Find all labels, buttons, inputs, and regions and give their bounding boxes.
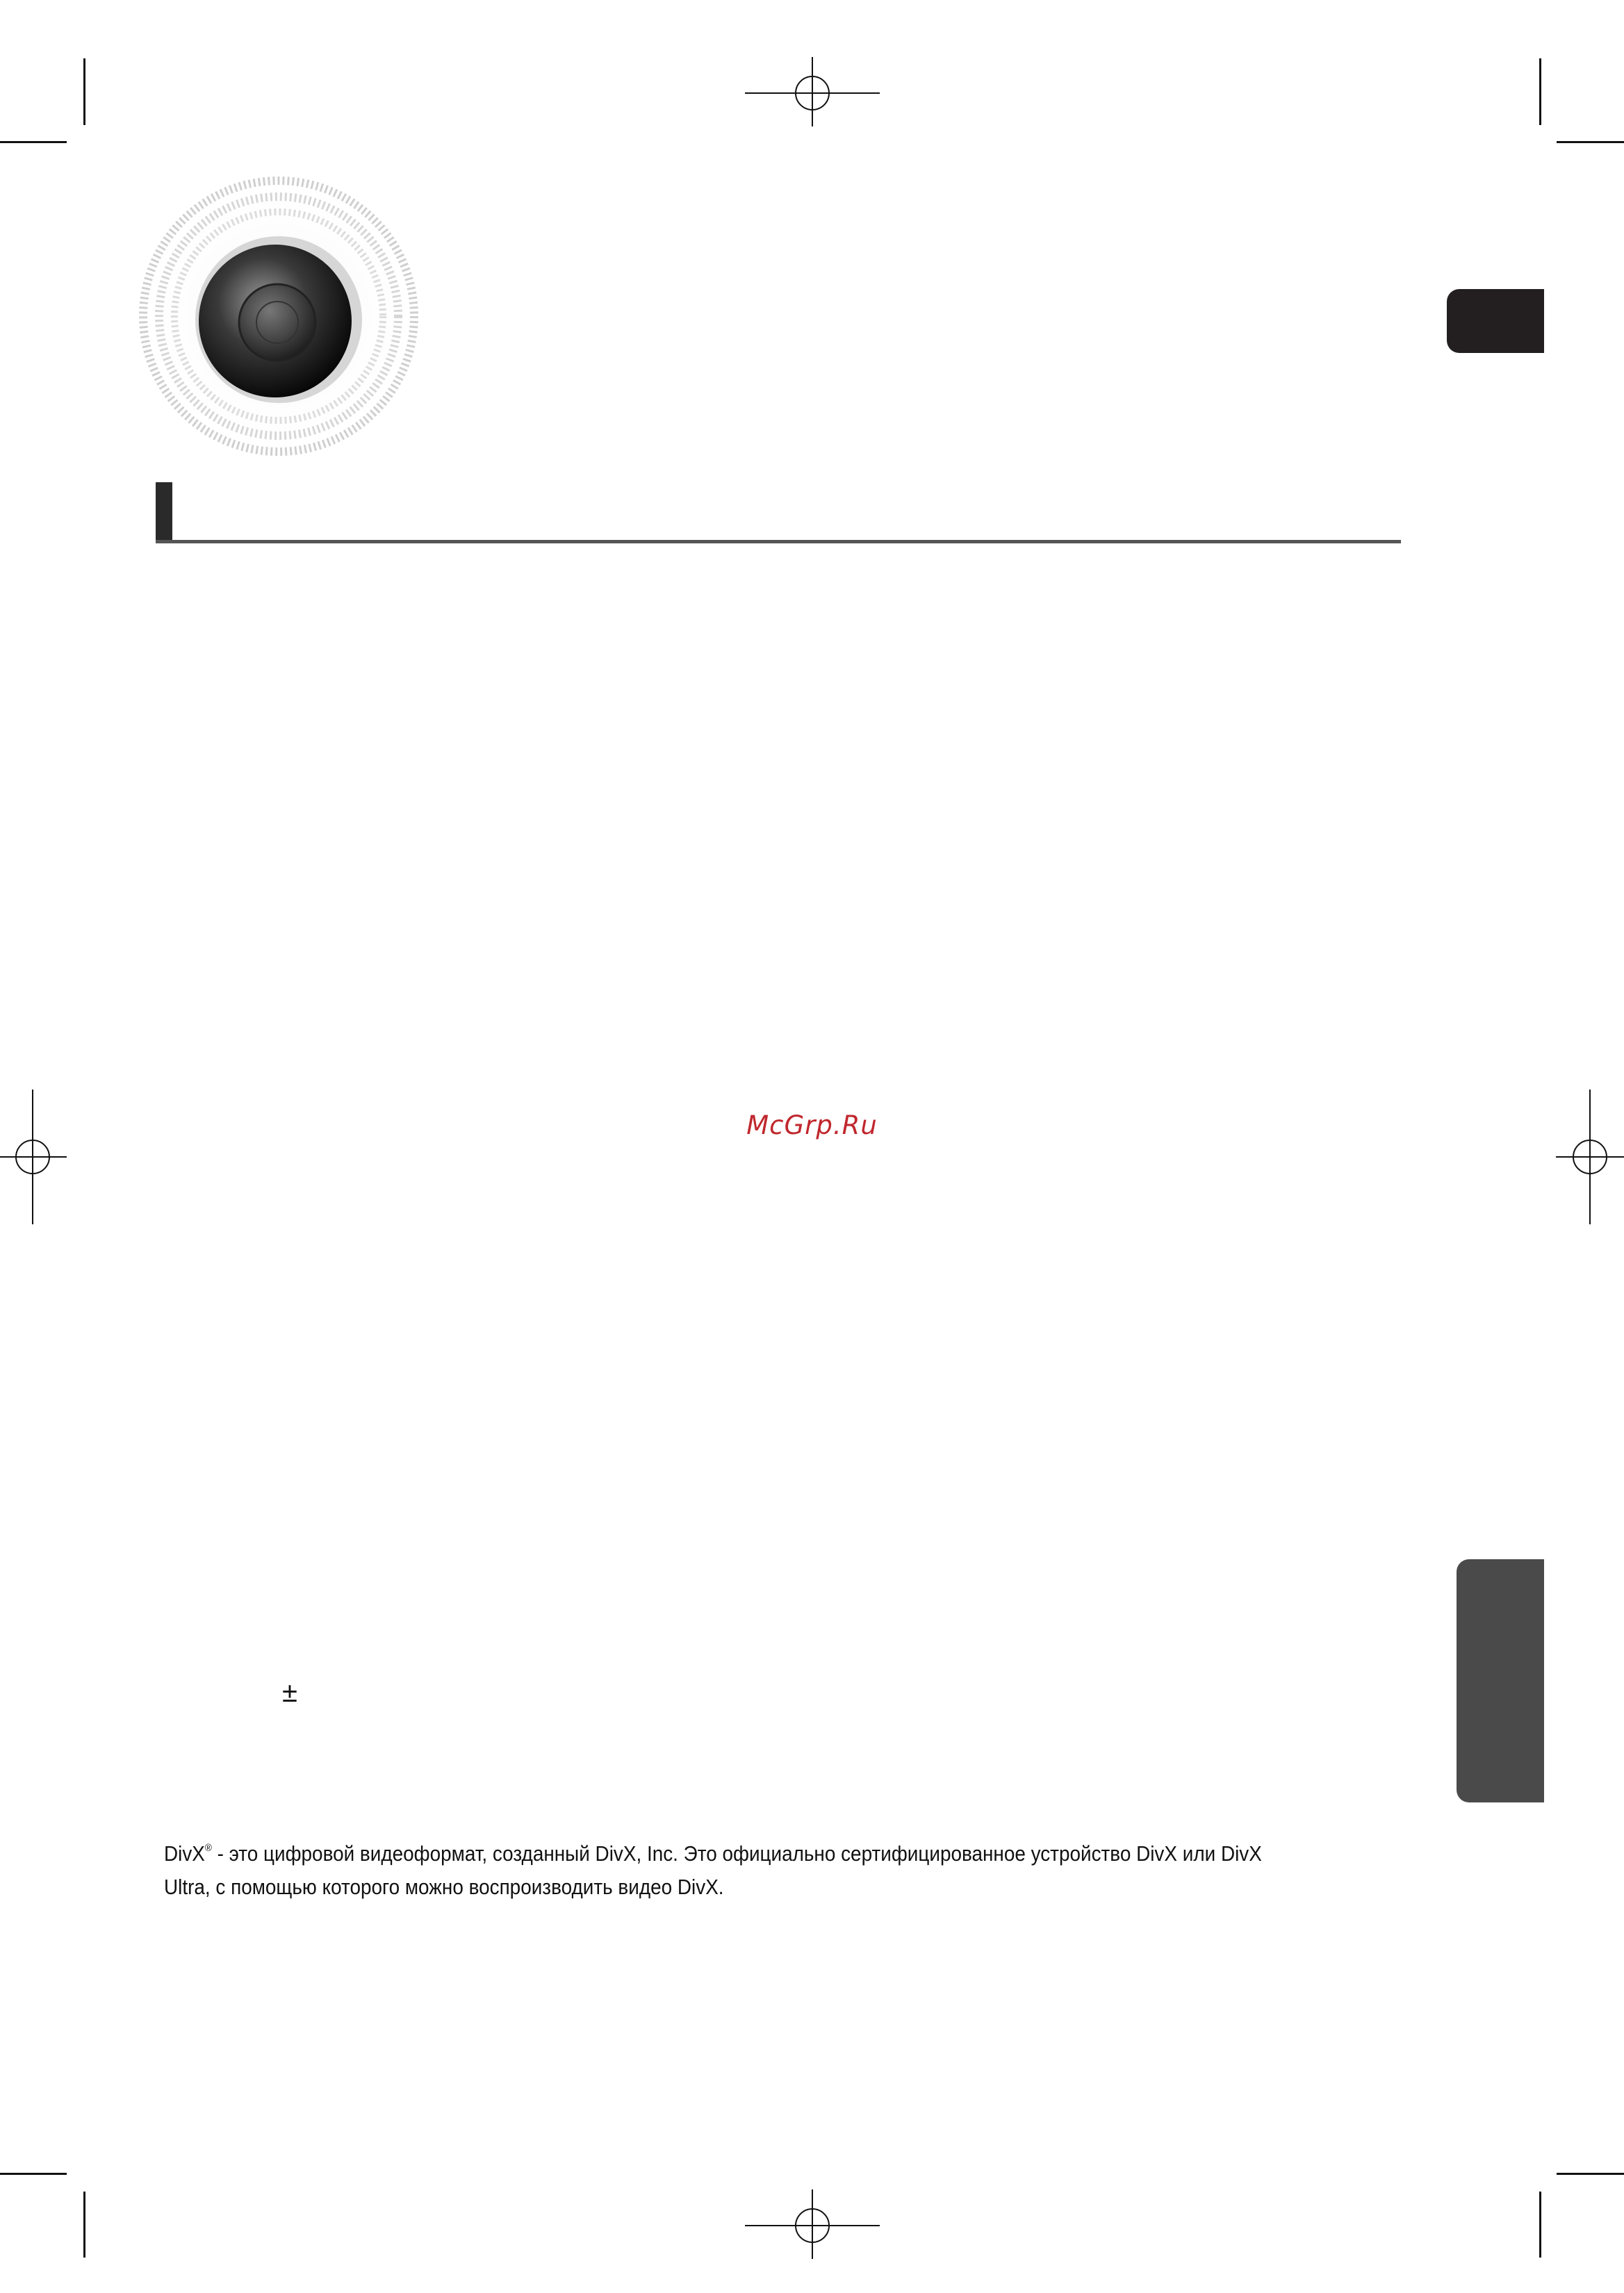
crop-mark bbox=[83, 58, 85, 125]
crop-mark bbox=[0, 2173, 67, 2175]
registration-mark-icon bbox=[745, 26, 880, 161]
crop-mark bbox=[1539, 2192, 1541, 2258]
speaker-graphic-icon bbox=[136, 167, 428, 472]
header-rule bbox=[156, 540, 1401, 543]
divx-brand: DivX bbox=[164, 1841, 205, 1866]
crop-mark bbox=[0, 141, 67, 143]
paragraph-line-1-text: - это цифровой видеоформат, созданный DivX, Inc. Это официально сертифицированное устройство DivX или DivX bbox=[211, 1841, 1262, 1866]
registration-mark-icon bbox=[745, 2158, 880, 2293]
header-accent-bar bbox=[156, 482, 172, 542]
paragraph-line-1 bbox=[164, 1832, 1265, 1871]
section-tab bbox=[1457, 1559, 1544, 1802]
crop-mark bbox=[1557, 141, 1624, 143]
watermark-text: McGrp.Ru bbox=[746, 1110, 878, 1140]
crop-mark bbox=[1539, 58, 1541, 125]
chapter-tab bbox=[1447, 289, 1544, 353]
plus-minus-symbol: ± bbox=[282, 1677, 297, 1708]
crop-mark bbox=[83, 2192, 85, 2258]
crop-mark bbox=[1557, 2173, 1624, 2175]
registered-mark: ® bbox=[204, 1842, 212, 1854]
divx-description bbox=[164, 1832, 1265, 1904]
paragraph-line-2: Ultra, с помощью которого можно воспроизводить видео DivX. bbox=[164, 1875, 724, 1899]
